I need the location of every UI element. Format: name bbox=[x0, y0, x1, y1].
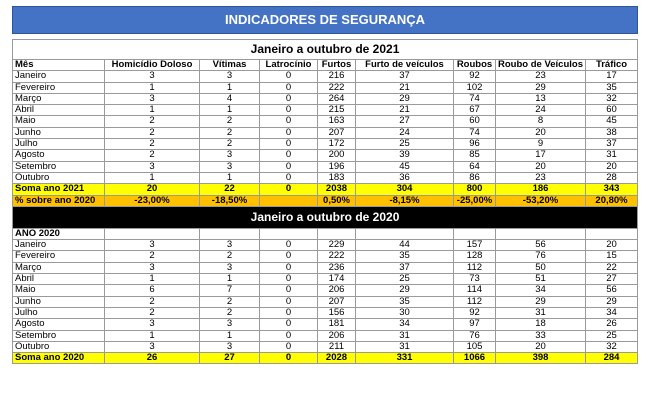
month-cell: Junho bbox=[13, 127, 105, 138]
value-cell: 31 bbox=[496, 307, 586, 318]
value-cell: 0 bbox=[260, 139, 318, 150]
value-cell: 206 bbox=[318, 330, 356, 341]
sum-2020-row bbox=[13, 353, 638, 364]
value-cell: 2 bbox=[200, 139, 260, 150]
month-cell: Outubro bbox=[13, 341, 105, 352]
col-header-robberies: Roubos bbox=[454, 60, 496, 71]
value-cell: 27 bbox=[586, 274, 638, 285]
value-cell: 157 bbox=[454, 240, 496, 251]
value-cell: 22 bbox=[586, 262, 638, 273]
table-row-2020 bbox=[13, 341, 638, 352]
value-cell: 0 bbox=[260, 240, 318, 251]
value-cell: 50 bbox=[496, 262, 586, 273]
value-cell: 3 bbox=[200, 240, 260, 251]
table-body bbox=[13, 7, 638, 364]
table-row-2020 bbox=[13, 296, 638, 307]
value-cell: 31 bbox=[356, 330, 454, 341]
value-cell: 8 bbox=[496, 116, 586, 127]
value-cell: 2 bbox=[105, 116, 200, 127]
sum-cell: 331 bbox=[356, 353, 454, 364]
value-cell: 20 bbox=[496, 161, 586, 172]
value-cell: 24 bbox=[356, 127, 454, 138]
value-cell: 0 bbox=[260, 105, 318, 116]
value-cell: 92 bbox=[454, 71, 496, 82]
value-cell: 76 bbox=[454, 330, 496, 341]
value-cell: 37 bbox=[356, 71, 454, 82]
value-cell: 20 bbox=[496, 341, 586, 352]
value-cell: 0 bbox=[260, 262, 318, 273]
value-cell: 1 bbox=[200, 82, 260, 93]
table-row-2020 bbox=[13, 285, 638, 296]
sum-cell: 1066 bbox=[454, 353, 496, 364]
value-cell: 2 bbox=[200, 127, 260, 138]
month-cell: Maio bbox=[13, 116, 105, 127]
value-cell: 114 bbox=[454, 285, 496, 296]
value-cell: 74 bbox=[454, 93, 496, 104]
table-row-2020 bbox=[13, 251, 638, 262]
value-cell: 20 bbox=[586, 161, 638, 172]
value-cell: 0 bbox=[260, 82, 318, 93]
table-row-2020 bbox=[13, 319, 638, 330]
value-cell: 33 bbox=[496, 330, 586, 341]
value-cell: 181 bbox=[318, 319, 356, 330]
value-cell: 36 bbox=[356, 172, 454, 183]
table-row-2020 bbox=[13, 330, 638, 341]
value-cell: 17 bbox=[586, 71, 638, 82]
value-cell: 35 bbox=[356, 296, 454, 307]
pct-cell: -53,20% bbox=[496, 195, 586, 206]
value-cell: 32 bbox=[586, 341, 638, 352]
security-indicators-sheet bbox=[12, 6, 637, 364]
pct-label: % sobre ano 2020 bbox=[13, 195, 105, 206]
pct-cell: -23,00% bbox=[105, 195, 200, 206]
value-cell: 3 bbox=[200, 319, 260, 330]
value-cell: 2 bbox=[105, 150, 200, 161]
value-cell: 17 bbox=[496, 150, 586, 161]
value-cell: 3 bbox=[105, 93, 200, 104]
value-cell: 105 bbox=[454, 341, 496, 352]
value-cell: 207 bbox=[318, 127, 356, 138]
empty-cell bbox=[496, 228, 586, 239]
value-cell: 3 bbox=[200, 71, 260, 82]
month-cell: Agosto bbox=[13, 150, 105, 161]
value-cell: 1 bbox=[200, 105, 260, 116]
value-cell: 128 bbox=[454, 251, 496, 262]
value-cell: 20 bbox=[586, 240, 638, 251]
value-cell: 3 bbox=[105, 262, 200, 273]
col-header-trafficking: Tráfico bbox=[586, 60, 638, 71]
value-cell: 0 bbox=[260, 285, 318, 296]
value-cell: 45 bbox=[586, 116, 638, 127]
sum-cell: 284 bbox=[586, 353, 638, 364]
value-cell: 23 bbox=[496, 172, 586, 183]
value-cell: 73 bbox=[454, 274, 496, 285]
value-cell: 24 bbox=[496, 105, 586, 116]
value-cell: 183 bbox=[318, 172, 356, 183]
value-cell: 44 bbox=[356, 240, 454, 251]
value-cell: 2 bbox=[200, 116, 260, 127]
value-cell: 1 bbox=[200, 274, 260, 285]
value-cell: 29 bbox=[356, 285, 454, 296]
sum-cell: 0 bbox=[260, 184, 318, 195]
value-cell: 1 bbox=[105, 105, 200, 116]
value-cell: 112 bbox=[454, 262, 496, 273]
value-cell: 18 bbox=[496, 319, 586, 330]
table-row-2021 bbox=[13, 116, 638, 127]
month-cell: Outubro bbox=[13, 172, 105, 183]
month-cell: Abril bbox=[13, 274, 105, 285]
col-header-furtos: Furtos bbox=[318, 60, 356, 71]
month-cell: Fevereiro bbox=[13, 82, 105, 93]
value-cell: 34 bbox=[586, 307, 638, 318]
value-cell: 3 bbox=[105, 161, 200, 172]
value-cell: 31 bbox=[586, 150, 638, 161]
value-cell: 3 bbox=[105, 319, 200, 330]
table-row-2021 bbox=[13, 139, 638, 150]
value-cell: 207 bbox=[318, 296, 356, 307]
value-cell: 0 bbox=[260, 330, 318, 341]
value-cell: 76 bbox=[496, 251, 586, 262]
sum-cell: 26 bbox=[105, 353, 200, 364]
table-row-2021 bbox=[13, 82, 638, 93]
value-cell: 35 bbox=[356, 251, 454, 262]
month-cell: Junho bbox=[13, 296, 105, 307]
col-header-vehicle-robbery: Roubo de Veículos bbox=[496, 60, 586, 71]
sum-cell: 343 bbox=[586, 184, 638, 195]
table-row-2020 bbox=[13, 307, 638, 318]
empty-cell bbox=[260, 228, 318, 239]
value-cell: 29 bbox=[496, 296, 586, 307]
col-header-latrocinio: Latrocínio bbox=[260, 60, 318, 71]
month-cell: Maio bbox=[13, 285, 105, 296]
section-2020-title-row bbox=[13, 206, 638, 228]
value-cell: 0 bbox=[260, 341, 318, 352]
value-cell: 215 bbox=[318, 105, 356, 116]
month-cell: Julho bbox=[13, 307, 105, 318]
value-cell: 0 bbox=[260, 319, 318, 330]
value-cell: 0 bbox=[260, 172, 318, 183]
sum-cell: 2028 bbox=[318, 353, 356, 364]
value-cell: 229 bbox=[318, 240, 356, 251]
value-cell: 206 bbox=[318, 285, 356, 296]
value-cell: 34 bbox=[356, 319, 454, 330]
value-cell: 29 bbox=[356, 93, 454, 104]
value-cell: 1 bbox=[105, 82, 200, 93]
value-cell: 211 bbox=[318, 341, 356, 352]
value-cell: 3 bbox=[200, 161, 260, 172]
value-cell: 2 bbox=[105, 139, 200, 150]
pct-cell bbox=[260, 195, 318, 206]
value-cell: 20 bbox=[496, 127, 586, 138]
value-cell: 26 bbox=[586, 319, 638, 330]
column-header-row bbox=[13, 60, 638, 71]
value-cell: 0 bbox=[260, 116, 318, 127]
sum-cell: 0 bbox=[260, 353, 318, 364]
value-cell: 156 bbox=[318, 307, 356, 318]
sum-label: Soma ano 2020 bbox=[13, 353, 105, 364]
value-cell: 15 bbox=[586, 251, 638, 262]
value-cell: 51 bbox=[496, 274, 586, 285]
value-cell: 1 bbox=[105, 274, 200, 285]
sum-cell: 800 bbox=[454, 184, 496, 195]
table-row-2021 bbox=[13, 127, 638, 138]
month-cell: Janeiro bbox=[13, 240, 105, 251]
pct-cell: 0,50% bbox=[318, 195, 356, 206]
sum-cell: 186 bbox=[496, 184, 586, 195]
value-cell: 60 bbox=[454, 116, 496, 127]
value-cell: 74 bbox=[454, 127, 496, 138]
value-cell: 2 bbox=[105, 296, 200, 307]
pct-cell: -25,00% bbox=[454, 195, 496, 206]
value-cell: 0 bbox=[260, 251, 318, 262]
value-cell: 2 bbox=[105, 251, 200, 262]
empty-cell bbox=[200, 228, 260, 239]
month-cell: Março bbox=[13, 262, 105, 273]
value-cell: 32 bbox=[586, 93, 638, 104]
value-cell: 6 bbox=[105, 285, 200, 296]
sum-cell: 304 bbox=[356, 184, 454, 195]
value-cell: 23 bbox=[496, 71, 586, 82]
value-cell: 0 bbox=[260, 161, 318, 172]
value-cell: 0 bbox=[260, 307, 318, 318]
value-cell: 27 bbox=[356, 116, 454, 127]
value-cell: 86 bbox=[454, 172, 496, 183]
value-cell: 31 bbox=[356, 341, 454, 352]
value-cell: 29 bbox=[496, 82, 586, 93]
year-2020-subheader-row bbox=[13, 228, 638, 239]
section-2020-title: Janeiro a outubro de 2020 bbox=[13, 206, 638, 228]
empty-cell bbox=[356, 228, 454, 239]
value-cell: 25 bbox=[356, 139, 454, 150]
value-cell: 38 bbox=[586, 127, 638, 138]
value-cell: 1 bbox=[200, 330, 260, 341]
empty-cell bbox=[318, 228, 356, 239]
value-cell: 3 bbox=[200, 341, 260, 352]
value-cell: 0 bbox=[260, 127, 318, 138]
value-cell: 92 bbox=[454, 307, 496, 318]
sum-cell: 2038 bbox=[318, 184, 356, 195]
main-title-row bbox=[13, 7, 638, 34]
value-cell: 2 bbox=[200, 296, 260, 307]
table-row-2021 bbox=[13, 105, 638, 116]
value-cell: 1 bbox=[105, 172, 200, 183]
value-cell: 96 bbox=[454, 139, 496, 150]
value-cell: 29 bbox=[586, 296, 638, 307]
value-cell: 37 bbox=[586, 139, 638, 150]
value-cell: 264 bbox=[318, 93, 356, 104]
value-cell: 2 bbox=[200, 307, 260, 318]
value-cell: 163 bbox=[318, 116, 356, 127]
value-cell: 7 bbox=[200, 285, 260, 296]
value-cell: 30 bbox=[356, 307, 454, 318]
value-cell: 0 bbox=[260, 274, 318, 285]
value-cell: 3 bbox=[105, 71, 200, 82]
section-2021-title: Janeiro a outubro de 2021 bbox=[13, 40, 638, 60]
value-cell: 112 bbox=[454, 296, 496, 307]
value-cell: 3 bbox=[105, 240, 200, 251]
month-cell: Abril bbox=[13, 105, 105, 116]
table-row-2021 bbox=[13, 93, 638, 104]
value-cell: 85 bbox=[454, 150, 496, 161]
table-row-2021 bbox=[13, 161, 638, 172]
value-cell: 3 bbox=[105, 341, 200, 352]
month-cell: Janeiro bbox=[13, 71, 105, 82]
value-cell: 60 bbox=[586, 105, 638, 116]
value-cell: 3 bbox=[200, 150, 260, 161]
month-cell: Setembro bbox=[13, 330, 105, 341]
empty-cell bbox=[454, 228, 496, 239]
value-cell: 172 bbox=[318, 139, 356, 150]
sum-2021-row bbox=[13, 184, 638, 195]
value-cell: 39 bbox=[356, 150, 454, 161]
table-row-2020 bbox=[13, 240, 638, 251]
value-cell: 200 bbox=[318, 150, 356, 161]
sum-cell: 20 bbox=[105, 184, 200, 195]
value-cell: 0 bbox=[260, 296, 318, 307]
value-cell: 174 bbox=[318, 274, 356, 285]
col-header-month: Mês bbox=[13, 60, 105, 71]
col-header-victims: Vítimas bbox=[200, 60, 260, 71]
section-2021-title-row bbox=[13, 40, 638, 60]
value-cell: 236 bbox=[318, 262, 356, 273]
value-cell: 4 bbox=[200, 93, 260, 104]
value-cell: 21 bbox=[356, 105, 454, 116]
month-cell: Fevereiro bbox=[13, 251, 105, 262]
pct-cell: 20,80% bbox=[586, 195, 638, 206]
pct-vs-2020-row bbox=[13, 195, 638, 206]
table-row-2021 bbox=[13, 71, 638, 82]
value-cell: 196 bbox=[318, 161, 356, 172]
indicators-table bbox=[12, 6, 638, 364]
col-header-vehicle-theft: Furto de veículos bbox=[356, 60, 454, 71]
value-cell: 13 bbox=[496, 93, 586, 104]
table-row-2021 bbox=[13, 150, 638, 161]
value-cell: 21 bbox=[356, 82, 454, 93]
value-cell: 0 bbox=[260, 150, 318, 161]
value-cell: 216 bbox=[318, 71, 356, 82]
value-cell: 1 bbox=[105, 330, 200, 341]
sum-label: Soma ano 2021 bbox=[13, 184, 105, 195]
table-row-2021 bbox=[13, 172, 638, 183]
value-cell: 3 bbox=[200, 262, 260, 273]
value-cell: 97 bbox=[454, 319, 496, 330]
main-title: INDICADORES DE SEGURANÇA bbox=[13, 7, 638, 34]
value-cell: 28 bbox=[586, 172, 638, 183]
value-cell: 25 bbox=[356, 274, 454, 285]
sum-cell: 398 bbox=[496, 353, 586, 364]
value-cell: 2 bbox=[105, 127, 200, 138]
value-cell: 56 bbox=[586, 285, 638, 296]
value-cell: 222 bbox=[318, 251, 356, 262]
value-cell: 56 bbox=[496, 240, 586, 251]
value-cell: 67 bbox=[454, 105, 496, 116]
empty-cell bbox=[586, 228, 638, 239]
value-cell: 64 bbox=[454, 161, 496, 172]
value-cell: 45 bbox=[356, 161, 454, 172]
empty-cell bbox=[105, 228, 200, 239]
month-cell: Março bbox=[13, 93, 105, 104]
pct-cell: -8,15% bbox=[356, 195, 454, 206]
value-cell: 0 bbox=[260, 71, 318, 82]
month-cell: Julho bbox=[13, 139, 105, 150]
value-cell: 34 bbox=[496, 285, 586, 296]
table-row-2020 bbox=[13, 262, 638, 273]
value-cell: 37 bbox=[356, 262, 454, 273]
value-cell: 35 bbox=[586, 82, 638, 93]
table-row-2020 bbox=[13, 274, 638, 285]
month-cell: Setembro bbox=[13, 161, 105, 172]
year-2020-subheader: ANO 2020 bbox=[13, 228, 105, 239]
sum-cell: 22 bbox=[200, 184, 260, 195]
col-header-homicide: Homicídio Doloso bbox=[105, 60, 200, 71]
value-cell: 0 bbox=[260, 93, 318, 104]
month-cell: Agosto bbox=[13, 319, 105, 330]
pct-cell: -18,50% bbox=[200, 195, 260, 206]
value-cell: 2 bbox=[200, 251, 260, 262]
sum-cell: 27 bbox=[200, 353, 260, 364]
value-cell: 1 bbox=[200, 172, 260, 183]
value-cell: 2 bbox=[105, 307, 200, 318]
value-cell: 102 bbox=[454, 82, 496, 93]
value-cell: 9 bbox=[496, 139, 586, 150]
value-cell: 25 bbox=[586, 330, 638, 341]
value-cell: 222 bbox=[318, 82, 356, 93]
